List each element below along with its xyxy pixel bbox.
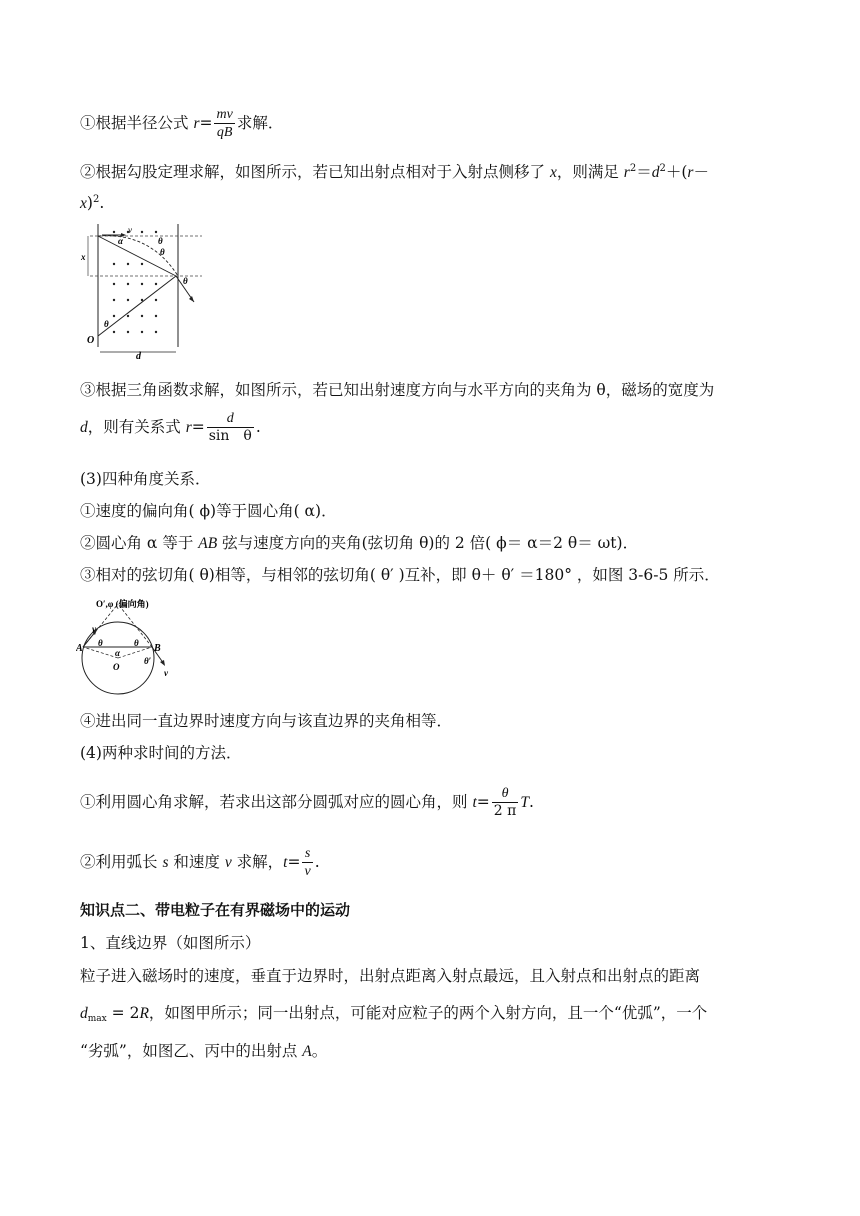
boundary-paragraph-1: 粒子进入磁场时的速度，垂直于边界时，出射点距离入射点最远，且入射点和出射点的距离 bbox=[80, 967, 701, 985]
point-A-label: A bbox=[76, 643, 83, 654]
trig-line: ③根据三角函数求解，如图所示，若已知出射速度方向与水平方向的夹角为 θ，磁场的宽度为 bbox=[80, 381, 715, 399]
knowledge-point-2-heading: 知识点二、带电粒子在有界磁场中的运动 bbox=[80, 901, 351, 919]
theta-label-2: θ bbox=[160, 247, 165, 257]
field-dots bbox=[113, 231, 157, 333]
v-label-right: v bbox=[164, 668, 168, 678]
v-label-left: v bbox=[92, 624, 96, 634]
d-label: d bbox=[136, 351, 141, 362]
angle-rule-1: ①速度的偏向角( ϕ)等于圆心角( α)． bbox=[80, 502, 337, 520]
fraction-theta-2pi: $\frac{\theta}{2 \pi}$ bbox=[493, 786, 517, 819]
origin-label: O bbox=[87, 335, 95, 346]
v-label: v bbox=[128, 225, 132, 235]
pythagorean-line: ②根据勾股定理求解，如图所示，若已知出射点相对于入射点侧移了 x，则满足 $r^2=d^2+(r-$ bbox=[80, 163, 709, 182]
deflection-angle-label: O′,φ (偏向角) bbox=[96, 599, 149, 609]
theta-label-3: θ bbox=[183, 276, 188, 286]
theta-label-4: θ bbox=[104, 319, 109, 329]
center-O-label: O bbox=[113, 662, 120, 672]
time-method-1: ①利用圆心角求解，若求出这部分圆弧对应的圆心角，则 t= $\frac{\theta}{2 \pi}$ T. bbox=[80, 786, 534, 819]
angle-rule-4: ④进出同一直边界时速度方向与该直边界的夹角相等． bbox=[80, 712, 453, 730]
radius-OA bbox=[83, 647, 118, 658]
angle-rule-3: ③相对的弦切角( θ)相等，与相邻的弦切角( θ′ )互补，即 θ＋ θ′ ＝180° ，如图 3-6-5 所示． bbox=[80, 566, 720, 584]
angle-rule-2: ②圆心角 α 等于 AB 弦与速度方向的夹角(弦切角 θ)的 2 倍( ϕ＝ α＝2 θ＝ ωt)． bbox=[80, 534, 639, 552]
fraction-d-sin: $\frac{d}{\text{sin θ}}$ bbox=[208, 411, 252, 444]
straight-boundary-heading: 1、直线边界（如图所示） bbox=[80, 934, 261, 952]
x-label: x bbox=[81, 252, 86, 262]
chord-line bbox=[98, 276, 176, 336]
theta-prime-label: θ′ bbox=[144, 656, 152, 666]
theta-label-A: θ bbox=[98, 638, 103, 648]
alpha-label: α bbox=[118, 236, 123, 246]
section-time-methods: (4)两种求时间的方法． bbox=[80, 744, 242, 762]
point-B-label: B bbox=[154, 643, 161, 654]
trig-formula-line: d，则有关系式 r= $\frac{d}{\text{sin θ}}$ . bbox=[80, 411, 261, 444]
fraction-mv-qb: $\frac{mv}{qB}$ bbox=[216, 107, 233, 140]
pythagorean-line-cont: x)$^2$. bbox=[80, 194, 105, 213]
chord-angle-circle-figure bbox=[76, 598, 206, 698]
time-method-2: ②利用弧长 s 和速度 v 求解，t= $\frac{s}{v}$ . bbox=[80, 846, 320, 879]
boundary-paragraph-3: “劣弧”，如图乙、丙中的出射点 A。 bbox=[80, 1042, 328, 1060]
boundary-paragraph-2: $d_{max} = 2R$，如图甲所示；同一出射点，可能对应粒子的两个入射方向，且一个“优弧”，一个 bbox=[80, 1004, 708, 1024]
fraction-s-v: $\frac{s}{v}$ bbox=[304, 846, 311, 879]
radius-formula-line: ①根据半径公式 r= $\frac{mv}{qB}$ 求解． bbox=[80, 107, 284, 140]
theta-label-1: θ bbox=[158, 236, 163, 246]
alpha-label: α bbox=[115, 648, 120, 658]
section-angle-relations: (3)四种角度关系． bbox=[80, 470, 211, 488]
theta-label-B: θ bbox=[134, 638, 139, 648]
magnetic-field-strip-figure bbox=[80, 222, 205, 362]
